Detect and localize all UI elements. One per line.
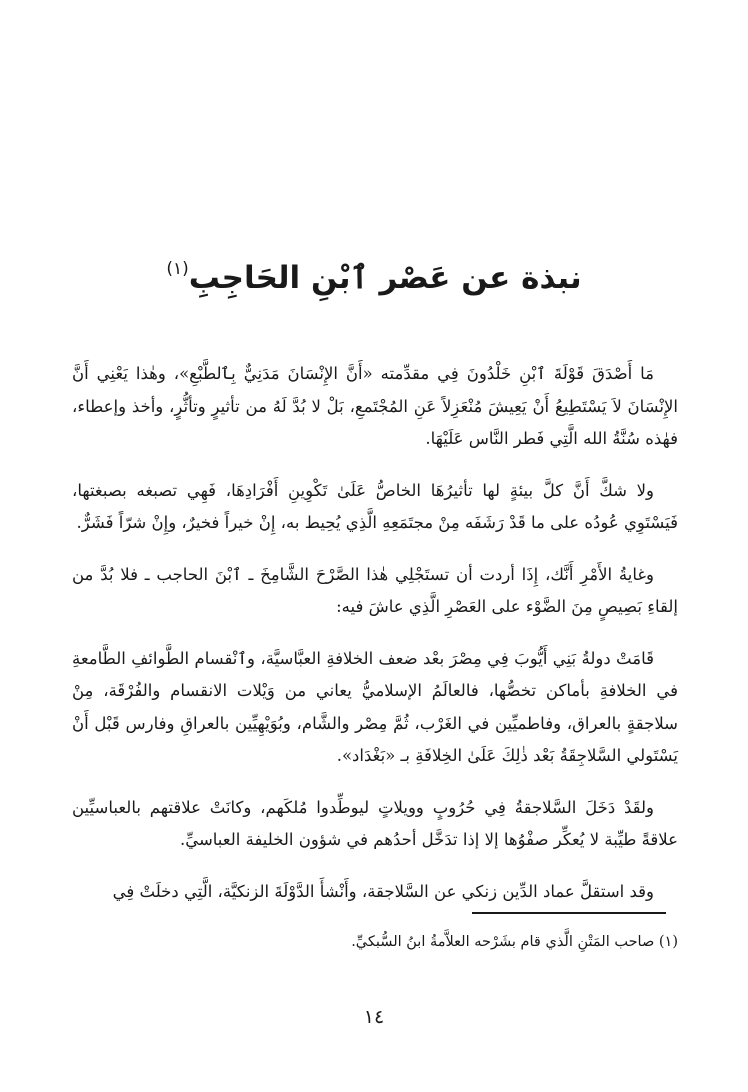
paragraph: ولا شكَّ أَنَّ كلَّ بيئةٍ لها تأثيرُهَا الخاصُّ عَلَىٰ تَكْوِينِ أَفْرَادِهَا، فَهِي تصبغه بصبغتها، فَيَسْتَوِي عُودُه على ما قَدْ رَشَفَه مِنْ مجتَمَعِهِ الَّذِي يُحِيط به، إِنْ خيراً فخيرٌ، وإِنْ شرّاً فَشَرٌّ. [72,480,678,532]
paragraph: وقد استقلَّ عماد الدِّين زنكي عن السَّلاجقة، وأَنْشأَ الدَّوْلَةَ الزنكيَّة، الَّتِي دخلَتْ فِي [112,881,654,901]
title-text: نبذة عن عَصْر ٱبْنِ الحَاجِبِ [188,259,582,296]
footnote-divider [472,912,666,914]
paragraph: ولقَدْ دَخَلَ السَّلاجقةُ فِي حُرُوبٍ وويلاتٍ ليوطِّدوا مُلكَهم، وكانَتْ علاقتهم بالعباسيِّين علاقةً طيِّبة لا يُعكِّر صفْوُها إلا إذا تدَخَّل أحدُهم في شؤون الخليفة العباسيِّ. [72,797,678,849]
paragraph: قَامَتْ دولةُ بَنِي أَيُّوبَ فِي مِصْرَ بعْد ضعف الخلافةِ العبَّاسيَّة، وٱنْقسام الطَّوائفِ الطَّامعةِ في الخلافةِ بأماكن تخصُّها، فالعالَمُ الإسلاميُّ يعاني من وَيْلات الانقسام والفُرْقَة، مِنْ سلاجقةٍ بالعراق، وفاطميِّين في الغَرْب، ثُمَّ مِصْر والشَّام، وبُوَيْهِيِّين بالعراقِ وفارس قَبْل أَنْ يَسْتَولي السَّلاجِقَةُ بَعْد ذٰلِكَ عَلَىٰ الخِلافَةِ بـ «بَغْدَاد». [72,648,678,765]
paragraph: وغايةُ الأَمْرِ أَنَّك، إِذَا أردت أن تستَجْلِي هٰذا الصَّرْحَ الشَّامِخَ ـ ٱبْنَ الحاجب ـ فلا بُدَّ من إلقاءِ بَصِيصٍ مِنَ الضَّوْء على العَصْرِ الَّذِي عاشَ فيه: [72,564,678,616]
footnote: (١) صاحب المَتْنِ الَّذي قام بشَرْحه العلاَّمةُ ابنُ السُّبكيِّ. [351,934,678,950]
title-footnote-marker: (١) [166,258,189,279]
page-title [0,241,748,306]
paragraph: مَا أَصْدَقَ قَوْلَةَ ٱبْنِ خَلْدُونَ فِي مقدِّمته «أَنَّ الإِنْسَانَ مَدَنِيٌّ بِٱلطَّبْعِ»، وهٰذا يَعْنِي أَنَّ الإِنْسَانَ لاَ يَسْتَطِيعُ أَنْ يَعِيشَ مُنْعَزِلاً عَنِ المُجْتَمعِ، بَلْ لا بُدَّ لَهُ من تأثيرٍ وتأثُّرٍ، وأخذ وإعطاء، فهٰذه سُنَّةُ الله الَّتِي فَطر النَّاس عَلَيْهَا. [72,364,678,448]
body-text [72,358,678,927]
page-number: ١٤ [363,1006,385,1028]
